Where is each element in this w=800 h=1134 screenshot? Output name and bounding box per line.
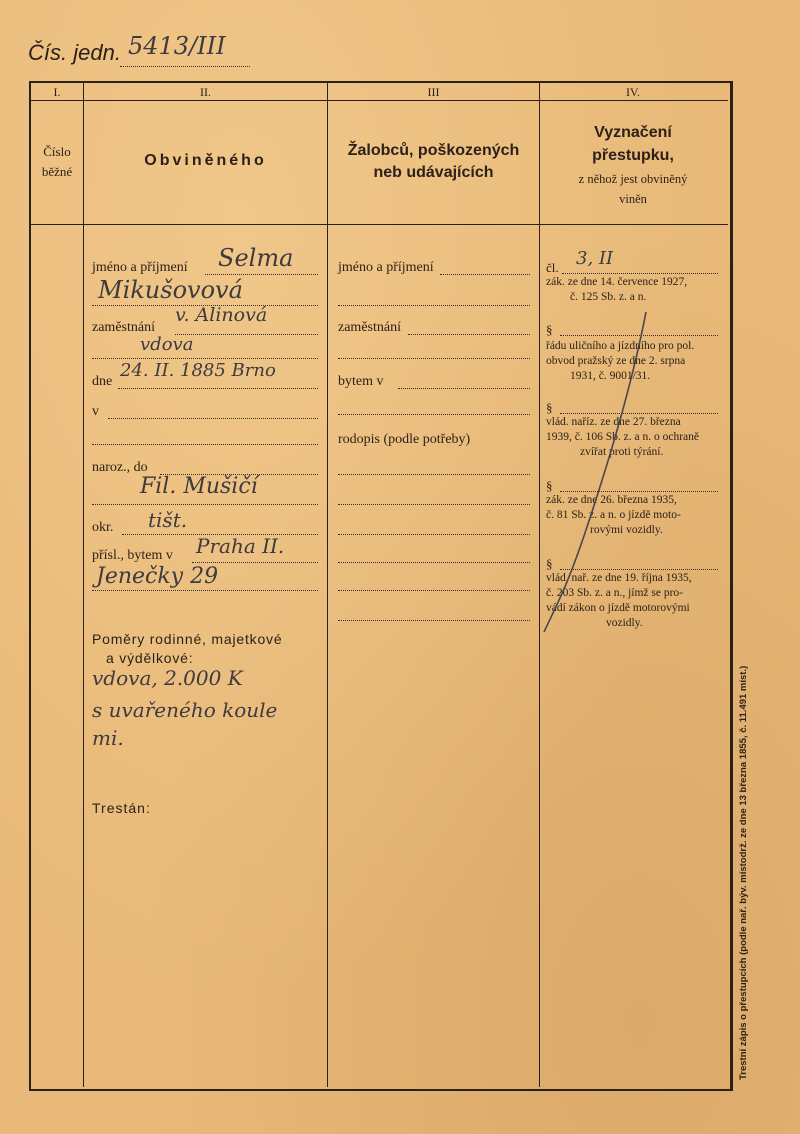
numeral-row-divider: [31, 100, 728, 101]
offense-article-line: [562, 273, 718, 274]
accused-date-label: dne: [92, 374, 113, 389]
complainant-bio-line-2: [338, 504, 530, 505]
offense-par-symbol-5: §: [546, 556, 553, 571]
complainant-name-label: jméno a příjmení: [338, 260, 434, 275]
accused-occupation-label: zaměstnání: [92, 320, 155, 335]
offense-law-4-line2: č. 81 Sb. z. a n. o jízdě moto-: [546, 509, 681, 521]
strike-through-line: [536, 300, 656, 640]
column-iii-title-line1: Žalobců, poškozených: [347, 142, 520, 159]
complainant-residence-line: [398, 388, 530, 389]
column-iii-title-line2: neb udávajících: [373, 164, 494, 181]
offense-law-5-line3: vádí zákon o jízdě motorovými: [546, 602, 690, 614]
case-number-label: Čís. jedn.: [28, 40, 121, 65]
complainant-bio-line-1: [338, 474, 530, 475]
accused-name-line: [205, 274, 318, 275]
offense-law-3-line3: zvířat proti týrání.: [580, 446, 664, 458]
column-numeral-ii: II.: [200, 85, 211, 99]
accused-in-line: [108, 418, 318, 419]
accused-name-value-1: Selma: [218, 244, 294, 272]
accused-district-label: okr.: [92, 520, 114, 535]
accused-district-value: tišt.: [148, 508, 188, 532]
column-numeral-iii: III: [427, 85, 440, 99]
offense-law-3-line2: 1939, č. 106 Sb. z. a n. o ochraně: [546, 431, 699, 443]
complainant-bio-line-6: [338, 620, 530, 621]
accused-in-line-2: [92, 444, 318, 445]
accused-residence-value-1: Praha II.: [196, 534, 285, 558]
accused-name-label: jméno a příjmení: [92, 260, 188, 275]
accused-name-value-2: Mikušovová: [98, 276, 243, 304]
column-i-title-line2: běžné: [41, 164, 73, 179]
accused-occupation-value-1: v. Alinová: [175, 304, 268, 326]
offense-law-1-line2: č. 125 Sb. z. a n.: [570, 291, 647, 303]
accused-family-value-2: s uvařeného koule: [92, 698, 278, 722]
column-numeral-i: I.: [53, 85, 61, 99]
column-header-iii: [328, 140, 539, 184]
offense-law-1-line1: zák. ze dne 14. července 1927,: [546, 276, 688, 288]
complainant-bio-line-3: [338, 534, 530, 535]
column-header-ii: Obviněného: [144, 152, 267, 169]
accused-born-line-2: [92, 504, 318, 505]
accused-family-label-line2: a výdělkové:: [106, 650, 194, 666]
accused-family-value-3: mi.: [92, 726, 124, 750]
column-header-iv: [540, 122, 726, 208]
complainant-occupation-label: zaměstnání: [338, 320, 401, 335]
accused-born-label: naroz., do: [92, 460, 148, 475]
complainant-occupation-line-2: [338, 358, 530, 359]
side-note: Trestní zápis o přestupcích (podle nař. býv. místodrž. ze dne 13 března 1855, č. 11.491 míst.): [738, 665, 749, 1080]
offense-article-value: 3, II: [576, 248, 614, 269]
accused-family-label-line1: Poměry rodinné, majetkové: [92, 631, 283, 647]
offense-law-5-line4: vozidly.: [606, 617, 643, 629]
accused-occupation-value-2: vdova: [140, 334, 194, 355]
offense-law-3-line1: vlád. naříz. ze dne 27. března: [546, 416, 681, 428]
accused-occupation-line-2: [92, 358, 318, 359]
column-header-i: [31, 142, 83, 182]
column-iv-title-line2: přestupku,: [592, 147, 674, 164]
column-divider-2: [327, 83, 328, 1087]
accused-date-value: 24. II. 1885 Brno: [120, 360, 276, 381]
accused-born-value: Fil. Mušičí: [140, 474, 258, 499]
offense-law-5-line1: vlád. nař. ze dne 19. října 1935,: [546, 572, 692, 584]
case-number-line: [120, 66, 250, 67]
column-numeral-iv: IV.: [625, 85, 641, 99]
accused-in-label: v: [92, 404, 99, 419]
offense-par-symbol-4: §: [546, 478, 553, 493]
accused-family-value-1: vdova, 2.000 K: [92, 666, 243, 690]
complainant-residence-label: bytem v: [338, 374, 384, 389]
column-i-title-line1: Číslo: [43, 144, 71, 159]
complainant-occupation-line: [408, 334, 530, 335]
offense-par-symbol-2: §: [546, 322, 553, 337]
complainant-residence-line-2: [338, 414, 530, 415]
offense-par-symbol-3: §: [546, 400, 553, 415]
accused-residence-line: [192, 562, 318, 563]
case-number-value: 5413/III: [128, 32, 226, 60]
accused-residence-value-2: Jenečky 29: [96, 564, 219, 589]
offense-article-label: čl.: [546, 260, 559, 275]
complainant-bio-line-5: [338, 590, 530, 591]
accused-punished-label: Trestán:: [92, 800, 151, 816]
column-divider-1: [83, 83, 84, 1087]
offense-law-5-line2: č. 203 Sb. z. a n., jímž se pro-: [546, 587, 684, 599]
complainant-bio-line-4: [338, 562, 530, 563]
offense-law-4-line1: zák. ze dne 26. března 1935,: [546, 494, 677, 506]
complainant-name-line-2: [338, 305, 530, 306]
column-iv-sub-line2: viněn: [619, 192, 647, 206]
accused-occupation-line: [175, 334, 318, 335]
column-iv-title-line1: Vyznačení: [594, 124, 672, 141]
header-row-divider: [31, 224, 728, 225]
accused-residence-label: přísl., bytem v: [92, 548, 173, 563]
offense-law-4-line3: rovými vozidly.: [590, 524, 663, 536]
accused-date-line: [118, 388, 318, 389]
offense-law-2-line1: řádu uličního a jízdního pro pol.: [546, 340, 695, 352]
accused-residence-line-2: [92, 590, 318, 591]
complainant-name-line: [440, 274, 530, 275]
accused-family-label: [92, 630, 282, 668]
offense-law-2-line3: 1931, č. 9001/31.: [570, 370, 651, 382]
offense-law-2-line2: obvod pražský ze dne 2. srpna: [546, 355, 686, 367]
column-iv-sub-line1: z něhož jest obviněný: [578, 172, 688, 186]
complainant-bio-label: rodopis (podle potřeby): [338, 432, 471, 447]
